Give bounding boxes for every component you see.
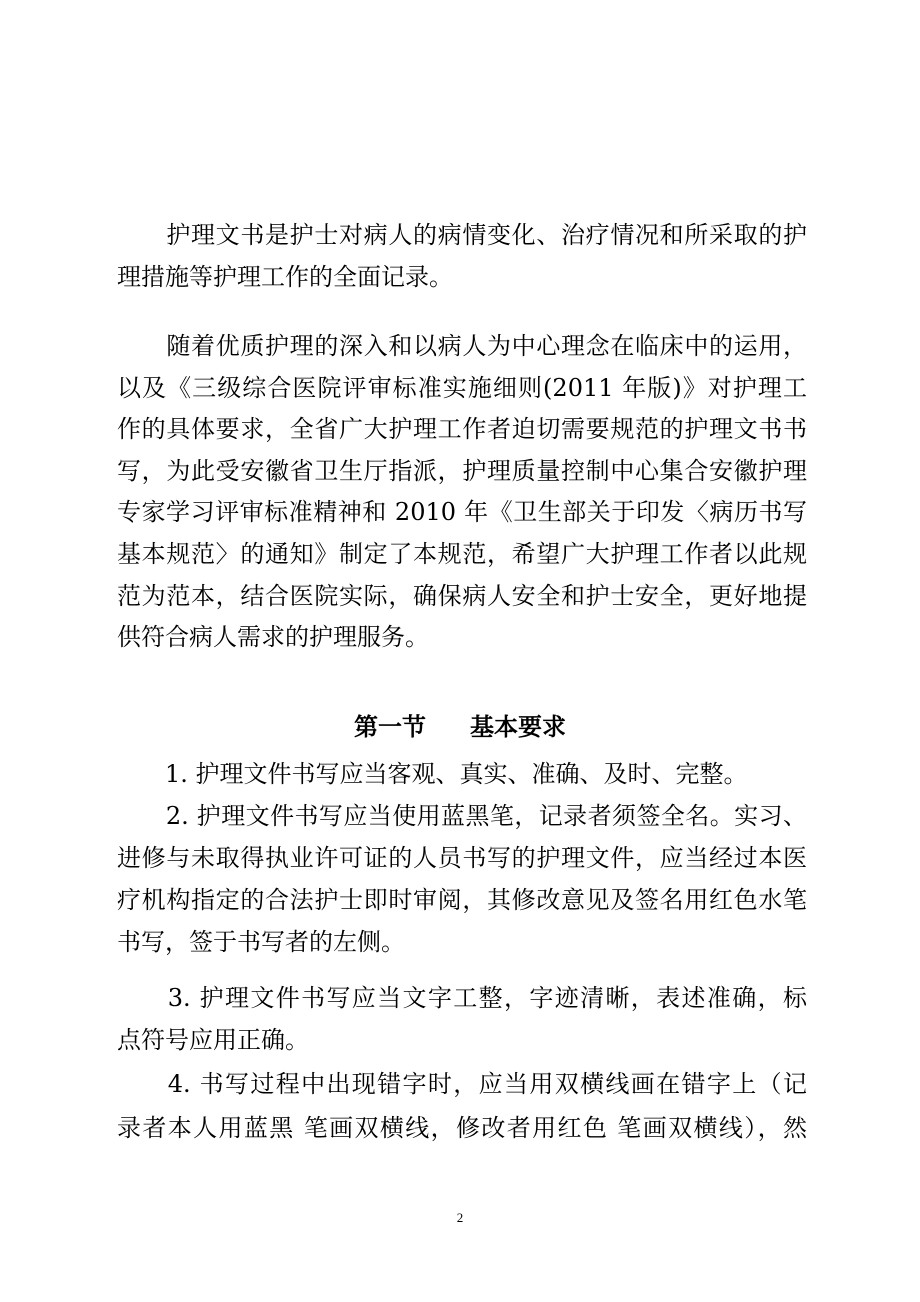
- intro-line: 基本规范〉的通知》制定了本规范，希望广大护理工作者以此规: [117, 540, 807, 568]
- intro-line: 写，为此受安徽省卫生厅指派，护理质量控制中心集合安徽护理: [117, 457, 807, 485]
- requirement-line: 疗机构指定的合法护士即时审阅，其修改意见及签名用红色水笔: [117, 886, 807, 914]
- requirement-line: 3. 护理文件书写应当文字工整，字迹清晰，表述准确，标: [117, 984, 807, 1012]
- requirement-line: 录者本人用蓝黑 笔画双横线，修改者用红色 笔画双横线），然: [117, 1114, 807, 1142]
- intro-line: 作的具体要求，全省广大护理工作者迫切需要规范的护理文书书: [117, 415, 807, 443]
- intro-line: 随着优质护理的深入和以病人为中心理念在临床中的运用，: [117, 332, 807, 360]
- intro-line: 专家学习评审标准精神和 2010 年《卫生部关于印发〈病历书写: [117, 498, 807, 526]
- intro-line: 以及《三级综合医院评审标准实施细则(2011 年版)》对护理工: [117, 374, 807, 402]
- requirement-line: 1. 护理文件书写应当客观、真实、准确、及时、完整。: [117, 760, 748, 788]
- page-number: 2: [456, 1210, 464, 1225]
- intro-line: 理措施等护理工作的全面记录。: [117, 263, 453, 291]
- requirement-line: 进修与未取得执业许可证的人员书写的护理文件，应当经过本医: [117, 844, 807, 872]
- requirement-line: 书写，签于书写者的左侧。: [117, 928, 405, 956]
- requirement-line: 点符号应用正确。: [117, 1026, 309, 1054]
- section-title: 基本要求: [470, 713, 566, 741]
- section-number: 第一节: [354, 713, 426, 741]
- requirement-line: 4. 书写过程中出现错字时，应当用双横线画在错字上（记: [117, 1070, 807, 1098]
- section-heading: [0, 711, 920, 743]
- intro-line: 护理文书是护士对病人的病情变化、治疗情况和所采取的护: [117, 221, 807, 249]
- intro-line: 供符合病人需求的护理服务。: [117, 623, 429, 651]
- intro-line: 范为范本，结合医院实际，确保病人安全和护士安全，更好地提: [117, 582, 807, 610]
- requirement-line: 2. 护理文件书写应当使用蓝黑笔，记录者须签全名。实习、: [117, 802, 807, 830]
